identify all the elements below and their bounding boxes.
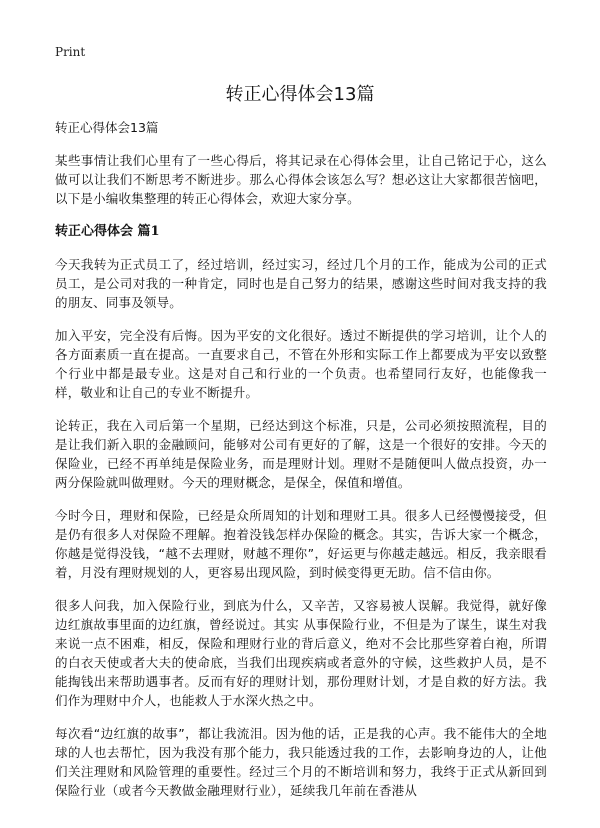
intro-paragraph: 某些事情让我们心里有了一些心得后，将其记录在心得体会里，让自己铭记于心，这么做可以让我们不断思考不断进步。那么心得体会该怎么写？想必这让大家都很苦恼吧，以下是小编收集整理的转正心得体会，欢迎大家分享。 xyxy=(55,153,547,206)
print-link[interactable]: Print xyxy=(55,45,86,59)
section-heading: 转正心得体会 篇1 xyxy=(55,224,160,239)
body-paragraph: 加入平安，完全没有后悔。因为平安的文化很好。透过不断提供的学习培训，让个人的各方面素质一直在提高。一直要求自己，不管在外形和实际工作上都要成为平安以致整个行业中都是最专业。这是对自己和行业的一个负责。也希望同行友好，也能像我一样，敬业和让自己的专业不断提升。 xyxy=(55,328,547,400)
body-paragraph: 今天我转为正式员工了，经过培训，经过实习，经过几个月的工作，能成为公司的正式员工，是公司对我的一种肯定，同时也是自己努力的结果，感谢这些时间对我支持的我的朋友、同事及领导。 xyxy=(55,257,547,310)
document-title: 转正心得体会13篇 xyxy=(225,84,375,105)
body-paragraph: 今时今日，理财和保险，已经是众所周知的计划和理财工具。很多人已经慢慢接受，但是仍有很多人对保险不理解。抱着没钱怎样办保险的概念。其实，告诉大家一个概念，你越是觉得没钱，“越不去理财，财越不理你”，好运更与你越走越远。相反，我亲眼看着，月没有理财规划的人，更容易出现风险，到时候变得更无助。信不信由你。 xyxy=(55,508,547,580)
body-paragraph: 很多人问我，加入保险行业，到底为什么，又辛苦，又容易被人误解。我觉得，就好像边红旗故事里面的边红旗，曾经说过。其实 从事保险行业，不但是为了谋生，谋生对我来说一点不困难，相反，保险和理财行业的背后意义，绝对不会比那些穿着白袍，所谓的白衣天使或者大夫的使命底，当我们出现疾病或者意外的守候，这些救护人员，是不能掏钱出来帮助遇事者。反而有好的理财计划，那份理财计划，才是自救的好方法。我们作为理财中介人，也能救人于水深火热之中。 xyxy=(55,598,547,708)
document-subtitle: 转正心得体会13篇 xyxy=(55,120,159,135)
document-body xyxy=(55,118,547,814)
body-paragraph: 论转正，我在入司后第一个星期，已经达到这个标准，只是，公司必须按照流程，目的是让我们新入职的金融顾问，能够对公司有更好的了解，这是一个很好的安排。今天的保险业，已经不再单纯是保险业务，而是理财计划。理财不是随便叫人做点投资，办一两分保险就叫做理财。今天的理财概念，是保全，保值和增值。 xyxy=(55,418,547,490)
body-paragraph: 每次看“边红旗的故事”，都让我流泪。因为他的话，正是我的心声。我不能伟大的全地球的人也去帮忙，因为我没有那个能力，我只能透过我的工作，去影响身边的人，让他们关注理财和风险管理的重要性。经过三个月的不断培训和努力，我终于正式从新回到保险行业（或者今天教做金融理财行业），延续我几年前在香港从 xyxy=(55,726,547,798)
